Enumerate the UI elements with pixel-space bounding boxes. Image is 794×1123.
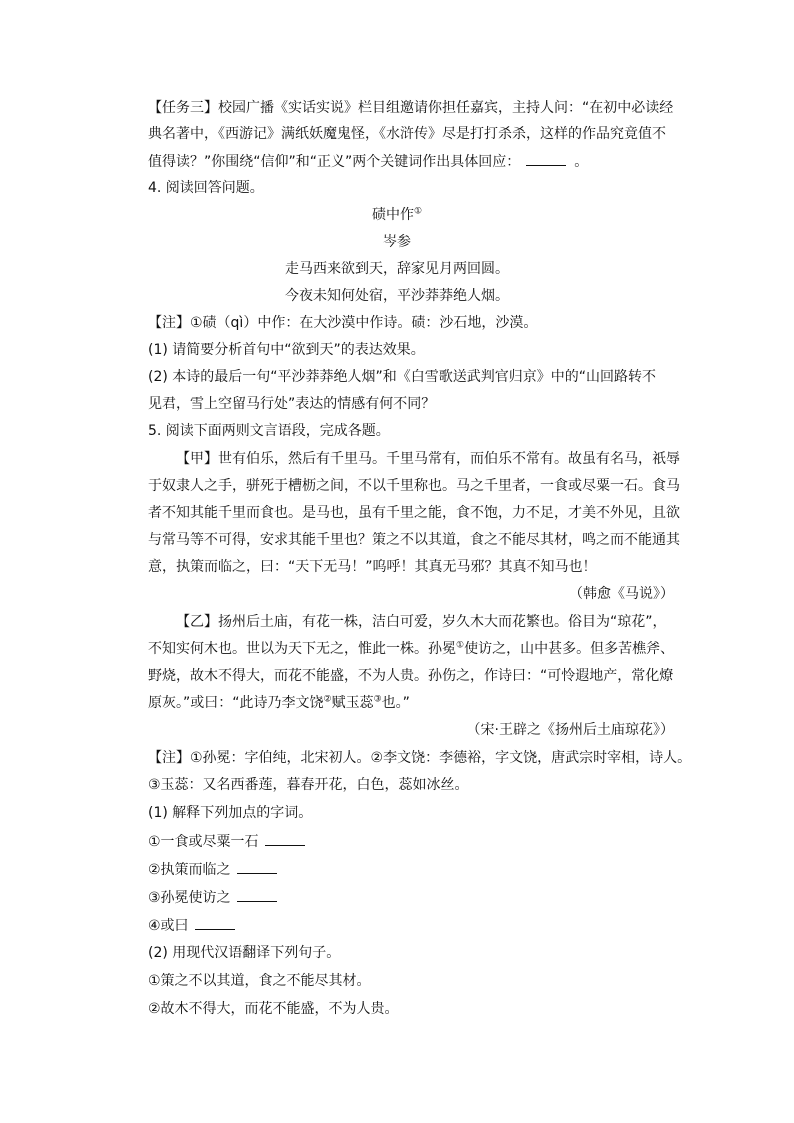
poem-note: 【注】①碛（qì）中作：在大沙漠中作诗。碛：沙石地，沙漠。	[148, 315, 538, 331]
question-4-heading: 4. 阅读回答问题。	[148, 180, 264, 196]
note-mark-2: ②	[323, 694, 332, 705]
answer-blank[interactable]	[265, 831, 305, 846]
answer-blank[interactable]	[195, 915, 235, 930]
note-mark-1: ①	[456, 640, 465, 651]
passage-yi-text: 赋玉蕊	[331, 695, 374, 711]
question-5-sub-1: (1) 解释下列加点的字词。	[148, 805, 313, 821]
passage-note-line-1: 【注】①孙冕：字伯纯，北宋初人。②李文饶：李德裕，字文饶，唐武宗时宰相，诗人。	[148, 750, 692, 766]
task3-line-2: 典名著中，《西游记》满纸妖魔鬼怪，《水浒传》尽是打打杀杀，这样的作品究竟值不	[148, 126, 666, 142]
task3-line-3-end: 。	[574, 154, 589, 170]
poem-author: 岑参	[383, 234, 411, 250]
word-item-4	[148, 915, 235, 935]
passage-note-line-2: ③玉蕊：又名西番莲，暮春开花，白色，蕊如冰丝。	[148, 777, 469, 793]
word-item-1	[148, 831, 305, 851]
poem-title-text: 碛中作	[371, 207, 414, 223]
question-4-sub-2-line-2: 见君，雪上空留马行处”表达的情感有何不同？	[148, 396, 436, 412]
word-item-text: ②执策而临之	[148, 862, 231, 878]
passage-yi-text: 使访之，山中甚多。但多苦樵斧、	[464, 641, 675, 657]
answer-blank[interactable]	[237, 887, 277, 902]
word-item-2	[148, 859, 277, 879]
question-5-sub-2: (2) 用现代汉语翻译下列句子。	[148, 945, 341, 961]
task3-line-3	[148, 151, 588, 171]
passage-yi-line-2	[148, 639, 674, 659]
passage-jia-line: 【甲】世有伯乐，然后有千里马。千里马常有，而伯乐不常有。故虽有名马，祇辱	[176, 451, 680, 467]
word-item-text: ③孙冕使访之	[148, 890, 231, 906]
passage-yi-text: 也。”	[381, 695, 410, 711]
question-5-heading: 5. 阅读下面两则文言语段，完成各题。	[148, 423, 390, 439]
question-4-sub-2-line-1: (2) 本诗的最后一句“平沙莽莽绝人烟”和《白雪歌送武判官归京》中的“山回路转不	[148, 369, 657, 385]
passage-jia-line: 意，执策而临之，曰：“天下无马！”呜呼！其真无马邪？其真不知马也！	[148, 559, 597, 575]
passage-yi-line-3: 野烧，故木不得大，而花不能盛，不为人贵。孙伤之，作诗曰：“可怜遐地产，常化燎	[148, 668, 674, 684]
word-item-text: ①一食或尽粟一石	[148, 834, 259, 850]
task3-line-3-text: 值得读？”你围绕“信仰”和“正义”两个关键词作出具体回应：	[148, 154, 521, 170]
word-item-3	[148, 887, 277, 907]
poem-line-2: 今夜未知何处宿，平沙莽莽绝人烟。	[285, 288, 509, 304]
word-item-text: ④或曰	[148, 918, 189, 934]
passage-yi-source: （宋·王辟之《扬州后土庙琼花》）	[466, 722, 674, 738]
passage-yi-text: 不知实何木也。世以为天下无之，惟此一株。孙冕	[148, 641, 456, 657]
passage-yi-line-1: 【乙】扬州后土庙，有花一株，洁白可爱，岁久木大而花繁也。俗目为“琼花”，	[176, 614, 667, 630]
passage-jia-line: 于奴隶人之手，骈死于槽枥之间，不以千里称也。马之千里者，一食或尽粟一石。食马	[148, 478, 680, 494]
translate-item-2: ②故木不得大，而花不能盛，不为人贵。	[148, 1001, 399, 1017]
answer-blank[interactable]	[526, 151, 566, 166]
passage-yi-text: 原灰。”或曰：“此诗乃李文饶	[148, 695, 324, 711]
translate-item-1: ①策之不以其道，食之不能尽其材。	[148, 973, 371, 989]
question-4-sub-1: (1) 请简要分析首句中“欲到天”的表达效果。	[148, 342, 425, 358]
poem-title-note-mark: ①	[413, 206, 423, 217]
task3-line-1: 【任务三】校园广播《实话实说》栏目组邀请你担任嘉宾，主持人问：“在初中必读经	[148, 100, 674, 116]
poem-line-1: 走马西来欲到天，辞家见月两回圆。	[285, 261, 509, 277]
poem-title	[0, 205, 794, 225]
passage-jia-line: 者不知其能千里而食也。是马也，虽有千里之能，食不饱，力不足，才美不外见，且欲	[148, 505, 680, 521]
passage-jia-line: 与常马等不可得，安求其能千里也？策之不以其道，食之不能尽其材，鸣之而不能通其	[148, 532, 680, 548]
note-mark-3: ③	[373, 694, 382, 705]
answer-blank[interactable]	[237, 859, 277, 874]
passage-yi-line-4	[148, 693, 410, 713]
passage-jia-source: （韩愈《马说》）	[569, 586, 674, 602]
